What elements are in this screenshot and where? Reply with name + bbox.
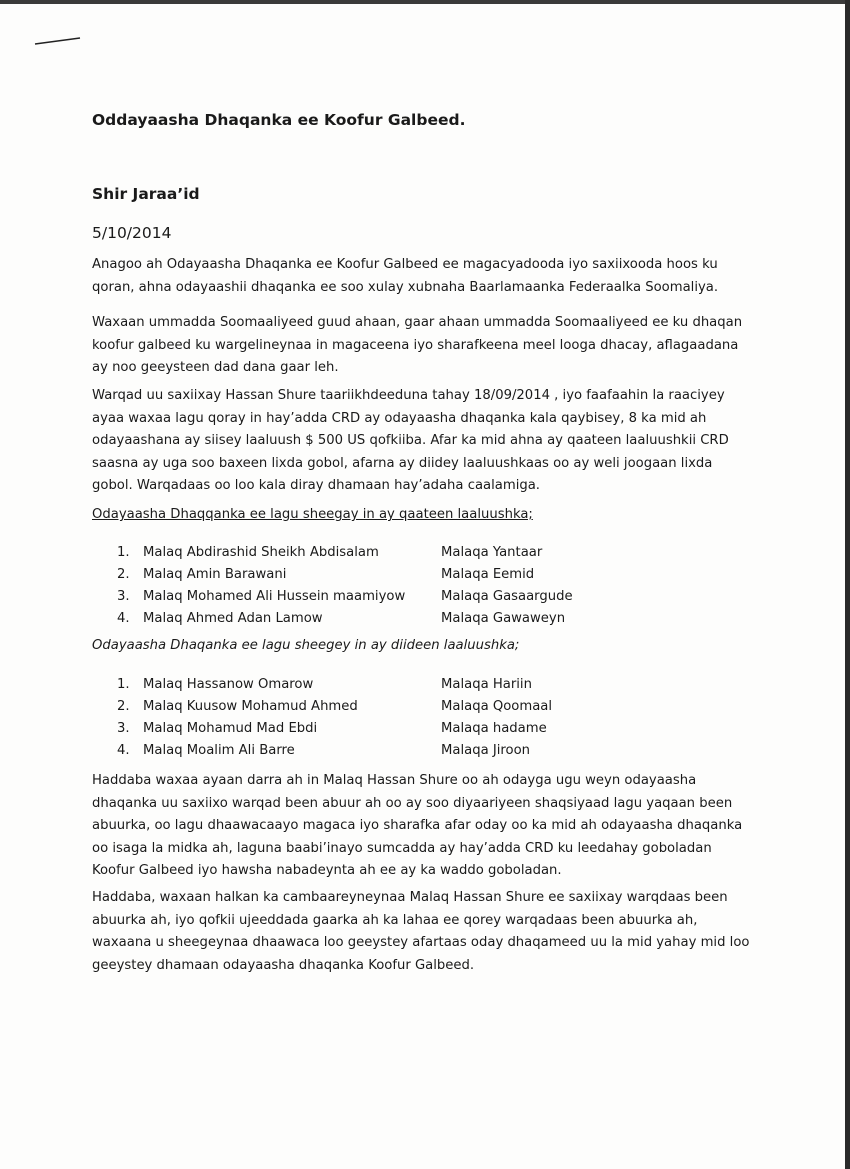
list-item — [117, 695, 637, 717]
scan-right-edge — [845, 0, 850, 1169]
list-item — [117, 541, 637, 563]
paragraph-condemnation: Haddaba waxaa ayaan darra ah in Malaq Hassan Shure oo ah odayga ugu weyn odayaasha dhaqanka uu saxiixo warqad been abuur ah oo ay soo diyaariyeen shaqsiyaad lagu yaqaan been abuurka, oo lagu dhaawacaayo magaca iyo sharafka afar oday oo ka mid ah odayaasha dhaqanka oo isaga la midka ah, laguna baabi’inayo sumcadda ay hay’adda CRD ku leedahay goboladan Koofur Galbeed iyo hawsha nabadeynta ah ee ay ka waddo goboladan. — [92, 773, 743, 878]
scan-top-edge — [0, 0, 850, 4]
list-item-place: Malaqa Yantaar — [441, 544, 543, 560]
list-item-place: Malaqa Jiroon — [441, 742, 531, 758]
list-item-name: Malaq Hassanow Omarow — [143, 676, 314, 692]
list-item — [117, 717, 637, 739]
list-refused-heading: Odayaasha Dhaqanka ee lagu sheegey in ay diideen laaluushka; — [92, 638, 520, 653]
paragraph-intro: Anagoo ah Odayaasha Dhaqanka ee Koofur Galbeed ee magacyadooda iyo saxiixooda hoos ku qoran, ahna odayaashii dhaqanka ee soo xulay xubnaha Baarlamaanka Federaalka Soomaliya. — [92, 257, 719, 295]
document-title: Oddayaasha Dhaqanka ee Koofur Galbeed. — [92, 111, 466, 129]
list-item-name: Malaq Ahmed Adan Lamow — [143, 610, 323, 626]
list-item-number: 1. — [117, 676, 130, 692]
list-item-number: 3. — [117, 588, 130, 604]
list-item-place: Malaqa hadame — [441, 720, 547, 736]
paragraph-letter: Warqad uu saxiixay Hassan Shure taariikhdeeduna tahay 18/09/2014 , iyo faafaahin la raaciyey ayaa waxaa lagu qoray in hay’adda CRD ay odayaasha dhaqanka kala qaybisey, 8 ka mid ah odayaashana ay siisey laaluush $ 500 US qofkiiba. Afar ka mid ahna ay qaateen laaluushkii CRD saasna ay uga soo baxeen lixda gobol, afarna ay diidey laaluushkaas oo ay weli joogaan lixda gobol. Warqadaas oo loo kala diray dhamaan hay’adaha caalamiga. — [92, 388, 729, 493]
paragraph-notice: Waxaan ummadda Soomaaliyeed guud ahaan, gaar ahaan ummadda Soomaaliyeed ee ku dhaqan koofur galbeed ku wargelineynaa in magaceena iyo sharafkeena meel looga dhacay, aflagaadana ay noo geeysteen dad dana gaar leh. — [92, 315, 743, 375]
list-item-number: 2. — [117, 566, 130, 582]
list-item — [117, 739, 637, 761]
list-item-number: 4. — [117, 742, 130, 758]
list-item-name: Malaq Kuusow Mohamud Ahmed — [143, 698, 358, 714]
list-item — [117, 673, 637, 695]
list-item-name: Malaq Moalim Ali Barre — [143, 742, 295, 758]
list-refused — [117, 673, 637, 761]
list-item-number: 4. — [117, 610, 130, 626]
document-subtitle: Shir Jaraa’id — [92, 185, 200, 203]
document-date: 5/10/2014 — [92, 224, 172, 242]
list-item-number: 2. — [117, 698, 130, 714]
list-item-name: Malaq Mohamed Ali Hussein maamiyow — [143, 588, 406, 604]
list-item-name: Malaq Mohamud Mad Ebdi — [143, 720, 318, 736]
list-item-number: 3. — [117, 720, 130, 736]
list-item-number: 1. — [117, 544, 130, 560]
list-item-name: Malaq Amin Barawani — [143, 566, 287, 582]
list-item-name: Malaq Abdirashid Sheikh Abdisalam — [143, 544, 379, 560]
list-item-place: Malaqa Hariin — [441, 676, 532, 692]
list-item-place: Malaqa Eemid — [441, 566, 535, 582]
list-item-place: Malaqa Qoomaal — [441, 698, 553, 714]
paragraph-conclusion: Haddaba, waxaan halkan ka cambaareyneynaa Malaq Hassan Shure ee saxiixay warqdaas been abuurka ah, iyo qofkii ujeeddada gaarka ah ka lahaa ee qorey warqadaas been abuurka ah, waxaana u sheegeynaa dhaawaca loo geeystey afartaas oday dhaqameed uu la mid yahay mid loo geeystey dhamaan odayaasha dhaqanka Koofur Galbeed. — [92, 890, 750, 973]
list-item-place: Malaqa Gawaweyn — [441, 610, 566, 626]
list-accepted-heading: Odayaasha Dhaqqanka ee lagu sheegay in ay qaateen laaluushka; — [92, 507, 533, 522]
list-item-place: Malaqa Gasaargude — [441, 588, 573, 604]
list-item — [117, 563, 637, 585]
pen-mark-icon — [34, 36, 82, 46]
list-item — [117, 607, 637, 629]
list-item — [117, 585, 637, 607]
list-accepted — [117, 541, 637, 629]
